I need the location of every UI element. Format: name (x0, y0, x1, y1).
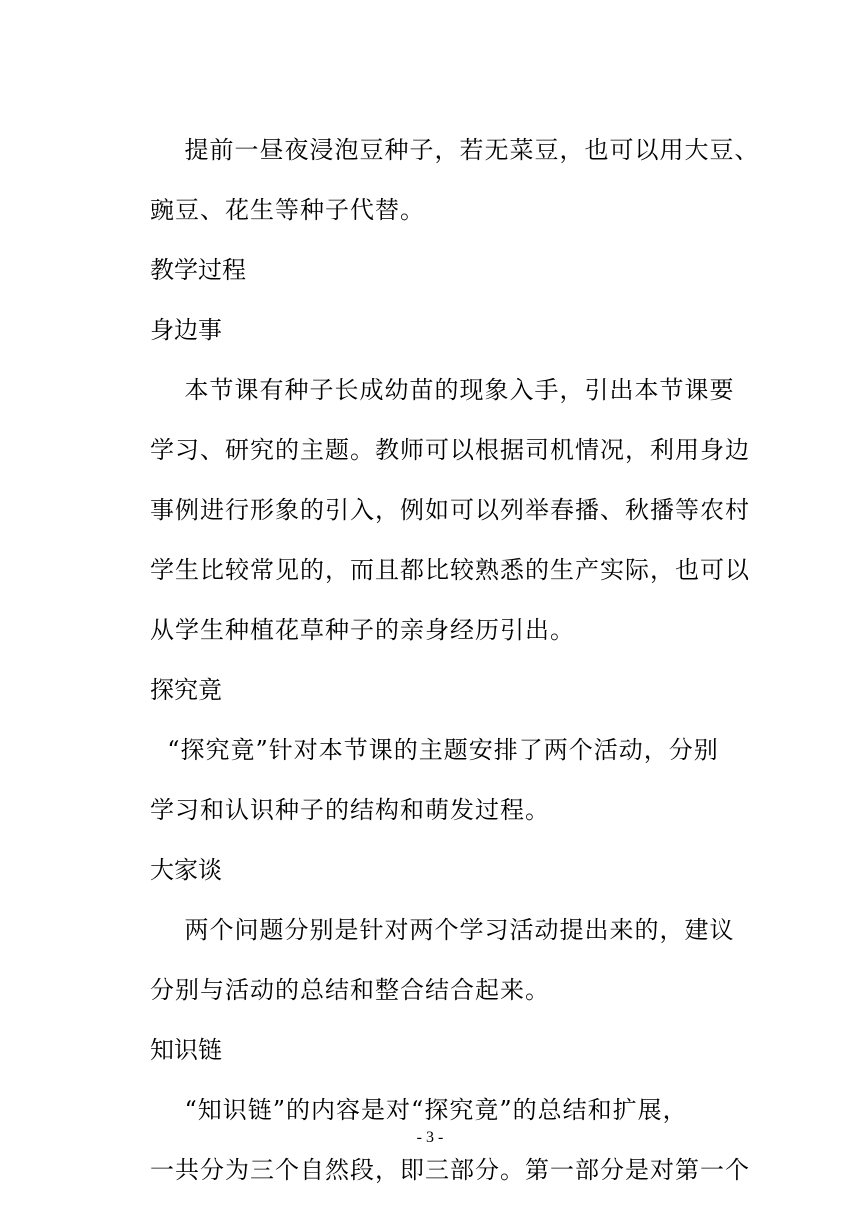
paragraph-line: 一共分为三个自然段，即三部分。第一部分是对第一个 (150, 1156, 750, 1184)
paragraph-line: 学习和认识种子的结构和萌发过程。 (150, 796, 550, 824)
paragraph-line: 从学生种植花草种子的亲身经历引出。 (150, 616, 575, 644)
section-heading-zhishilian: 知识链 (150, 1036, 222, 1064)
document-body (150, 120, 760, 1200)
paragraph-line: “探究竟”针对本节课的主题安排了两个活动，分别 (150, 736, 719, 764)
paragraph-line: 事例进行形象的引入，例如可以列举春播、秋播等农村 (150, 496, 750, 524)
paragraph-line: 本节课有种子长成幼苗的现象入手，引出本节课要 (150, 376, 735, 404)
paragraph-line: 提前一昼夜浸泡豆种子，若无菜豆，也可以用大豆、 (150, 136, 760, 164)
paragraph-line: 学生比较常见的，而且都比较熟悉的生产实际，也可以 (150, 556, 750, 584)
section-heading-shenbianshi: 身边事 (150, 316, 222, 344)
section-heading-tanjiujing: 探究竟 (150, 676, 222, 704)
paragraph-line: 分别与活动的总结和整合结合起来。 (150, 976, 550, 1004)
paragraph-line: “知识链”的内容是对“探究竟”的总结和扩展， (150, 1096, 688, 1124)
section-heading-teaching-process: 教学过程 (150, 256, 246, 284)
paragraph-line: 两个问题分别是针对两个学习活动提出来的，建议 (150, 916, 735, 944)
page-number: - 3 - (416, 1129, 444, 1146)
paragraph-line: 豌豆、花生等种子代替。 (150, 196, 425, 224)
section-heading-dajiatan: 大家谈 (150, 856, 222, 884)
paragraph-line: 学习、研究的主题。教师可以根据司机情况，利用身边 (150, 436, 750, 464)
